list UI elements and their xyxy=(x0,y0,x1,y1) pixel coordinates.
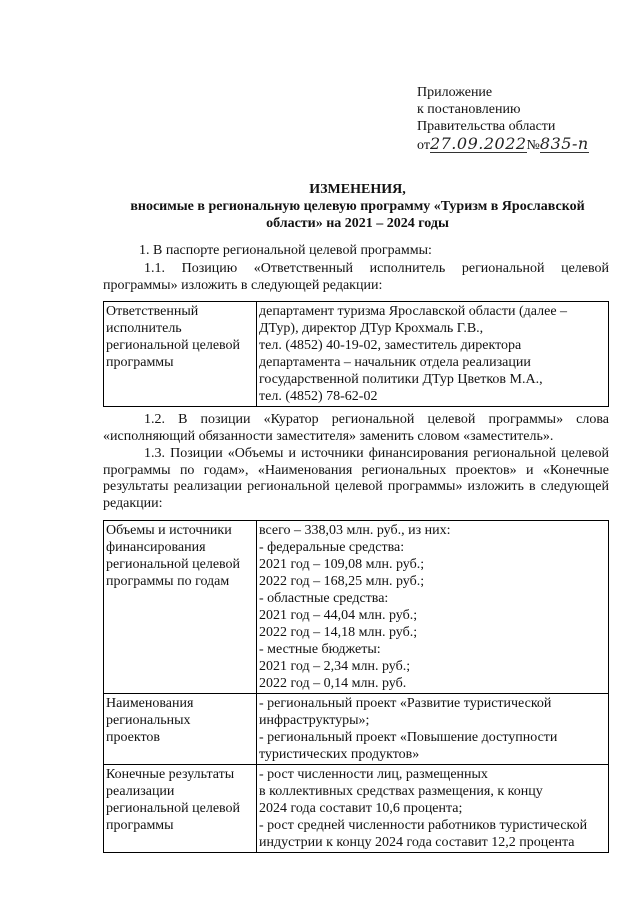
cell-line: Наименования xyxy=(106,696,194,711)
cell-line: Ответственный xyxy=(106,304,199,319)
cell-line: тел. (4852) 40-19-02, заместитель директора xyxy=(259,338,522,353)
title-line-3: области» на 2021 – 2024 годы xyxy=(266,216,449,231)
cell-line: региональной целевой xyxy=(106,338,241,353)
appendix-line-3: Правительства области xyxy=(417,119,556,134)
cell-line: проектов xyxy=(106,730,161,745)
cell-line: Конечные результаты xyxy=(106,767,235,782)
paragraph-1-3: 1.3. Позиции «Объемы и источники финансирования региональной целевой программы по годам», «Наименования региональных проектов» и «Конечные результаты реализации региональной целевой программы» изложить в следующей редакции: xyxy=(103,446,609,511)
cell-line: - рост численности лиц, размещенных xyxy=(259,767,488,782)
cell-line: - местные бюджеты: xyxy=(259,642,381,657)
cell-line: региональных xyxy=(106,713,191,728)
table-row xyxy=(104,694,609,765)
cell-line: 2021 год – 109,08 млн. руб.; xyxy=(259,557,425,572)
cell-line: Объемы и источники xyxy=(106,523,232,538)
cell-line: государственной политики ДТур Цветков М.А., xyxy=(259,372,543,387)
table-cell-value xyxy=(257,521,609,694)
cell-line: всего – 338,03 млн. руб., из них: xyxy=(259,523,451,538)
cell-line: финансирования xyxy=(106,540,206,555)
paragraph-1-2: 1.2. В позиции «Куратор региональной целевой программы» слова «исполняющий обязанности заместителя» заменить словом «заместитель». xyxy=(103,412,609,444)
cell-line: 2022 год – 0,14 млн. руб. xyxy=(259,676,407,691)
cell-line: программы xyxy=(106,818,174,833)
table-cell-label xyxy=(104,765,257,853)
appendix-line-2: к постановлению xyxy=(417,102,521,117)
table-cell-label xyxy=(104,302,257,407)
cell-line: исполнитель xyxy=(106,321,182,336)
cell-line: 2021 год – 44,04 млн. руб.; xyxy=(259,608,418,623)
table-cell-label xyxy=(104,694,257,765)
title-line-2: вносимые в региональную целевую программу «Туризм в Ярославской xyxy=(130,199,585,214)
cell-line: - региональный проект «Развитие туристической xyxy=(259,696,552,711)
cell-line: программы по годам xyxy=(106,574,230,589)
table-row xyxy=(104,302,609,407)
table-cell-value xyxy=(257,302,609,407)
responsible-executor-table xyxy=(103,301,609,407)
cell-line: индустрии к концу 2024 года составит 12,2 процента xyxy=(259,835,575,850)
paragraph-1-1: 1.1. Позицию «Ответственный исполнитель региональной целевой программы» изложить в следующей редакции: xyxy=(103,261,609,293)
cell-line: программы xyxy=(106,355,174,370)
cell-line: 2024 года составит 10,6 процента; xyxy=(259,801,463,816)
table-row xyxy=(104,765,609,853)
handwritten-date: 27.09.2022 xyxy=(429,134,527,153)
cell-line: - рост средней численности работников туристической xyxy=(259,818,588,833)
table-cell-label xyxy=(104,521,257,694)
paragraph-1: 1. В паспорте региональной целевой программы: xyxy=(139,243,432,258)
appendix-block xyxy=(417,84,589,154)
table-cell-value xyxy=(257,765,609,853)
cell-line: ДТур), директор ДТур Крохмаль Г.В., xyxy=(259,321,484,336)
cell-line: 2022 год – 14,18 млн. руб.; xyxy=(259,625,418,640)
cell-line: - федеральные средства: xyxy=(259,540,405,555)
handwritten-number: 835-п xyxy=(539,134,589,153)
cell-line: департамент туризма Ярославской области (далее – xyxy=(259,304,568,319)
cell-line: - региональный проект «Повышение доступности xyxy=(259,730,558,745)
cell-line: департамента – начальник отдела реализации xyxy=(259,355,531,370)
cell-line: в коллективных средствах размещения, к концу xyxy=(259,784,543,799)
cell-line: - областные средства: xyxy=(259,591,389,606)
appendix-line-1: Приложение xyxy=(417,85,493,100)
title-line-1: ИЗМЕНЕНИЯ, xyxy=(309,182,406,197)
table-cell-value xyxy=(257,694,609,765)
cell-line: тел. (4852) 78-62-02 xyxy=(259,389,378,404)
document-title xyxy=(95,181,620,232)
number-label: № xyxy=(526,138,540,153)
cell-line: инфраструктуры»; xyxy=(259,713,370,728)
cell-line: туристических продуктов» xyxy=(259,747,420,762)
from-label: от xyxy=(417,138,430,153)
table-row xyxy=(104,521,609,694)
cell-line: 2022 год – 168,25 млн. руб.; xyxy=(259,574,425,589)
appendix-date-number-line xyxy=(417,135,589,154)
cell-line: 2021 год – 2,34 млн. руб.; xyxy=(259,659,411,674)
financing-table xyxy=(103,520,609,853)
cell-line: региональной целевой xyxy=(106,557,241,572)
cell-line: реализации xyxy=(106,784,175,799)
cell-line: региональной целевой xyxy=(106,801,241,816)
